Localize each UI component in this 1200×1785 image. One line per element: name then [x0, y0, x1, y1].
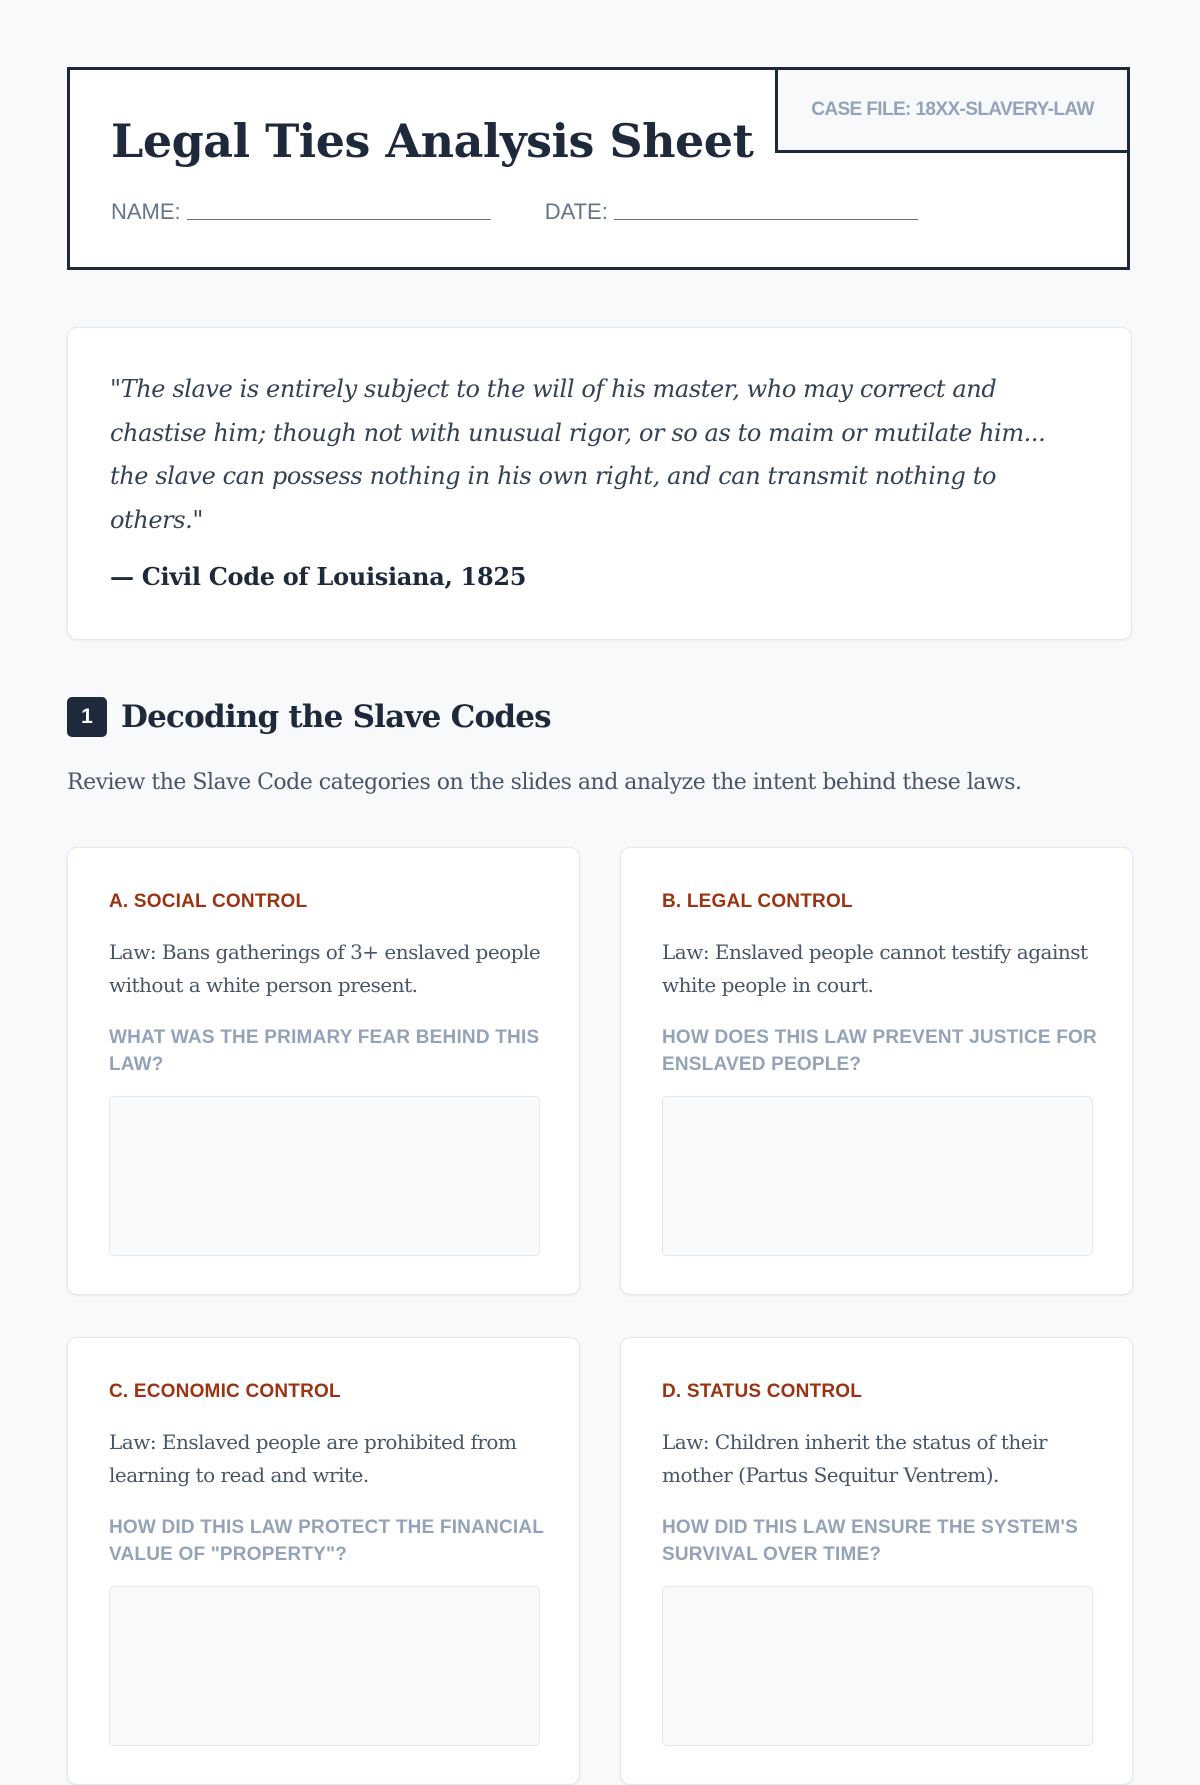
- worksheet-header: [67, 67, 1130, 270]
- student-info-row: [111, 199, 972, 225]
- card-label: B. LEGAL CONTROL: [662, 891, 853, 912]
- card-question: HOW DID THIS LAW ENSURE THE SYSTEM'S SURVIVAL OVER TIME?: [662, 1517, 1079, 1565]
- card-law-text: Law: Bans gatherings of 3+ enslaved people without a white person present.: [109, 940, 541, 997]
- date-field[interactable]: [545, 199, 918, 225]
- answer-box[interactable]: [662, 1586, 1093, 1746]
- name-blank-line[interactable]: [187, 219, 491, 220]
- card-label: A. SOCIAL CONTROL: [109, 891, 308, 912]
- date-blank-line[interactable]: [614, 219, 918, 220]
- answer-box[interactable]: [109, 1586, 540, 1746]
- card-law-text: Law: Enslaved people are prohibited from learning to read and write.: [109, 1430, 517, 1487]
- card-question: HOW DOES THIS LAW PREVENT JUSTICE FOR ENSLAVED PEOPLE?: [662, 1027, 1097, 1075]
- section-title: Decoding the Slave Codes: [121, 699, 551, 735]
- section-heading: [67, 697, 551, 737]
- card-law-text: Law: Children inherit the status of their mother (Partus Sequitur Ventrem).: [662, 1430, 1048, 1487]
- quote-source: — Civil Code of Louisiana, 1825: [110, 562, 527, 591]
- card-label: D. STATUS CONTROL: [662, 1381, 863, 1402]
- control-card-social: [67, 847, 580, 1295]
- control-card-legal: [620, 847, 1133, 1295]
- date-label: DATE:: [544, 199, 608, 224]
- card-law-text: Law: Enslaved people cannot testify against white people in court.: [662, 940, 1088, 997]
- control-card-economic: [67, 1337, 580, 1785]
- case-file-tab: CASE FILE: 18XX-SLAVERY-LAW: [775, 67, 1130, 153]
- section-instructions: Review the Slave Code categories on the slides and analyze the intent behind these laws.: [67, 770, 1022, 795]
- name-field[interactable]: [111, 199, 491, 225]
- section-number-badge: 1: [67, 697, 107, 737]
- primary-source-quote: [67, 327, 1132, 640]
- control-card-status: [620, 1337, 1133, 1785]
- card-question: WHAT WAS THE PRIMARY FEAR BEHIND THIS LAW?: [109, 1027, 540, 1075]
- answer-box[interactable]: [109, 1096, 540, 1256]
- answer-box[interactable]: [662, 1096, 1093, 1256]
- quote-text: "The slave is entirely subject to the will of his master, who may correct and chastise him; though not with unusual rigor, or so as to maim or mutilate him... the slave can possess nothing in his own right, and can transmit nothing to others.": [110, 375, 1046, 534]
- card-question: HOW DID THIS LAW PROTECT THE FINANCIAL VALUE OF "PROPERTY"?: [109, 1517, 544, 1565]
- name-label: NAME:: [111, 199, 181, 224]
- card-label: C. ECONOMIC CONTROL: [109, 1381, 341, 1402]
- page-title: Legal Ties Analysis Sheet: [111, 114, 754, 168]
